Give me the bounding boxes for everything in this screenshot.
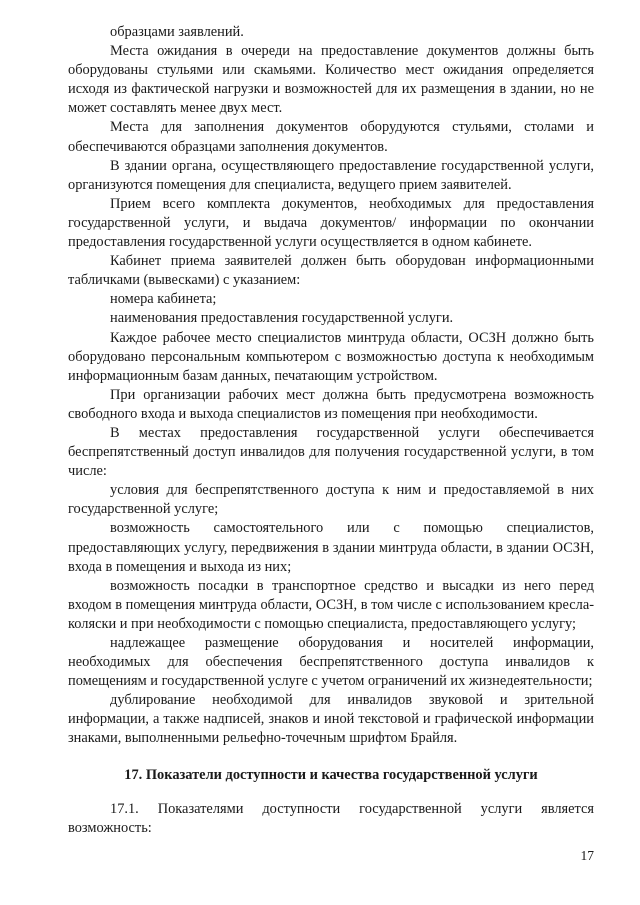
list-item: возможность посадки в транспортное средство и высадки из него перед входом в помещения минтруда области, ОСЗН, в том числе с использованием кресла-коляски и при необходимости с помощью специалиста, предоставляющего услугу; bbox=[68, 577, 594, 632]
list-item: наименования предоставления государственной услуги. bbox=[110, 310, 454, 327]
document-body bbox=[68, 23, 594, 838]
list-item: номера кабинета; bbox=[110, 291, 217, 308]
list-item: надлежащее размещение оборудования и носителей информации, необходимых для обеспечения беспрепятственного доступа инвалидов к помещениям и государственной услуге с учетом ограничений их жизнедеятельности; bbox=[68, 635, 594, 690]
paragraph: Прием всего комплекта документов, необходимых для предоставления государственной услуги, и выдача документов/ информации по окончании предоставления государственной услуги осуществляется в одном кабинете. bbox=[68, 195, 594, 251]
list-item: условия для беспрепятственного доступа к ним и предоставляемой в них государственной услуге; bbox=[68, 482, 594, 518]
paragraph: Кабинет приема заявителей должен быть оборудован информационными табличками (вывесками) с указанием: bbox=[68, 253, 594, 289]
list-item: возможность самостоятельного или с помощью специалистов, предоставляющих услугу, передвижения в здании минтруда области, в здании ОСЗН, входа в помещения и выхода из них; bbox=[68, 520, 594, 575]
paragraph: Каждое рабочее место специалистов минтруда области, ОСЗН должно быть оборудовано персональным компьютером с возможностью доступа к необходимым информационным базам данных, печатающим устройством. bbox=[68, 329, 594, 384]
section-paragraph: 17.1. Показателями доступности государственной услуги является возможность: bbox=[68, 800, 594, 836]
paragraph: образцами заявлений. bbox=[110, 24, 244, 40]
paragraph: В здании органа, осуществляющего предоставление государственной услуги, организуются помещения для специалиста, ведущего прием заявителей. bbox=[68, 157, 594, 193]
page-number: 17 bbox=[580, 848, 594, 863]
list-item: дублирование необходимой для инвалидов звуковой и зрительной информации, а также надписей, знаков и иной текстовой и графической информации знаками, выполненными рельефно-точечным шрифтом Брайля. bbox=[68, 692, 594, 747]
section-heading: 17. Показатели доступности и качества государственной услуги bbox=[124, 766, 538, 783]
paragraph: В местах предоставления государственной услуги обеспечивается беспрепятственный доступ инвалидов для получения государственной услуги, в том числе: bbox=[68, 424, 594, 480]
paragraph: Места для заполнения документов оборудуются стульями, столами и обеспечиваются образцами заполнения документов. bbox=[68, 119, 594, 155]
paragraph: Места ожидания в очереди на предоставление документов должны быть оборудованы стульями или скамьями. Количество мест ожидания определяется исходя из фактической нагрузки и возможностей для их размещения в здании, но не может составлять менее двух мест. bbox=[68, 43, 594, 117]
paragraph: При организации рабочих мест должна быть предусмотрена возможность свободного входа и выхода специалистов из помещения при необходимости. bbox=[68, 386, 594, 422]
